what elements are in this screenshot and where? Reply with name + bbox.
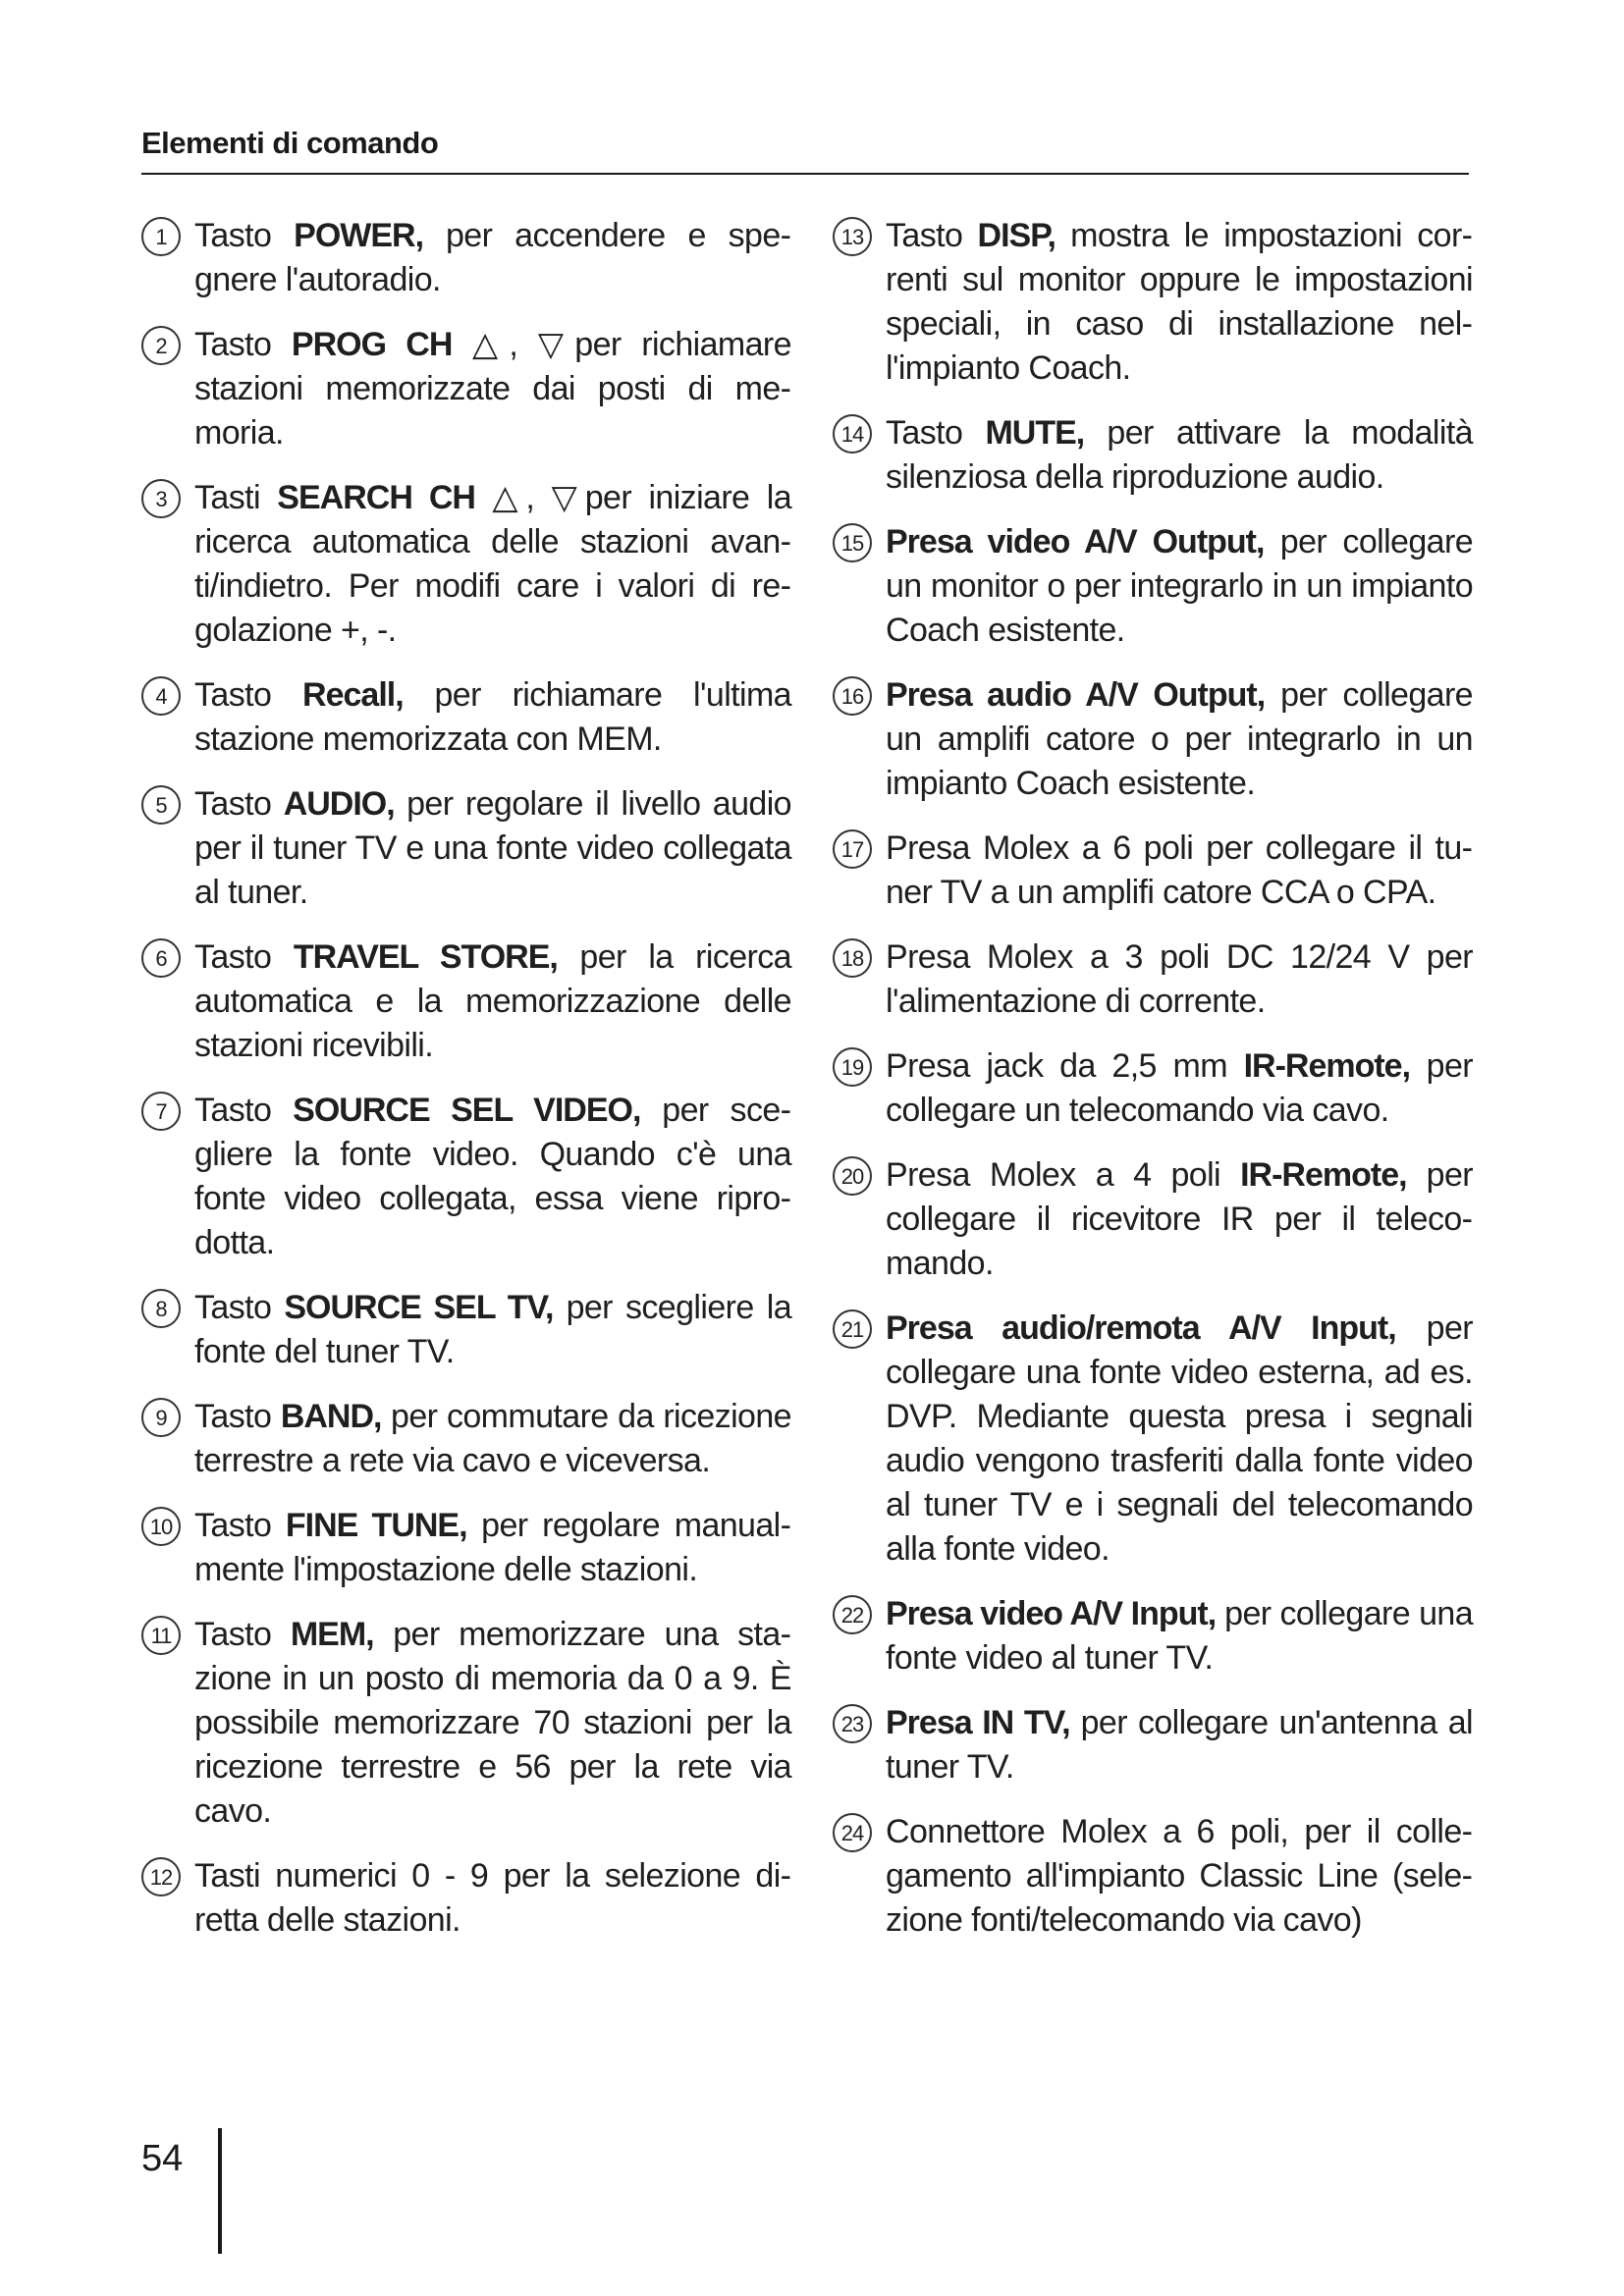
legend-item-22 — [833, 1592, 1473, 1681]
item-number-badge: 3 — [141, 479, 181, 518]
item-bold-term: Presa audio A/V Output, — [886, 676, 1266, 714]
item-bold-term: SOURCE SEL VIDEO, — [293, 1092, 641, 1129]
item-bold-term: TRAVEL STORE, — [293, 938, 558, 976]
item-number-badge: 5 — [141, 785, 181, 825]
item-text: per collegare un'antenna al tuner TV. — [886, 1704, 1473, 1786]
item-text: Tasto — [194, 1092, 294, 1129]
item-description — [886, 1044, 1473, 1133]
item-text: Tasti numerici 0 - 9 per la selezione diretta delle stazioni. — [194, 1857, 791, 1939]
legend-item-2 — [141, 323, 791, 455]
item-description — [194, 1854, 791, 1943]
item-number-badge: 15 — [833, 523, 872, 562]
item-bold-term: Presa video A/V Input, — [886, 1595, 1217, 1632]
item-description — [194, 1504, 791, 1592]
legend-item-9 — [141, 1395, 791, 1483]
item-bold-term: MEM, — [290, 1616, 374, 1653]
item-description — [886, 1153, 1473, 1286]
item-description — [886, 935, 1473, 1024]
item-text: Tasto — [194, 938, 294, 976]
page-number: 54 — [141, 2138, 184, 2179]
item-text: per collegare un monitor o per integrarlo in un impianto Coach esistente. — [886, 523, 1473, 649]
item-text: per collegare il ricevitore IR per il telecomando. — [886, 1156, 1474, 1282]
legend-item-24 — [833, 1810, 1473, 1943]
item-description — [194, 935, 791, 1068]
item-text: △, ▽per richiamare stazioni memorizzate dai posti di memoria. — [194, 326, 791, 452]
item-number-badge: 8 — [141, 1289, 181, 1328]
item-text: Presa Molex a 4 poli — [886, 1156, 1241, 1194]
legend-item-19 — [833, 1044, 1473, 1133]
item-description — [886, 673, 1473, 806]
item-bold-term: SOURCE SEL TV, — [284, 1289, 554, 1326]
item-number-badge: 13 — [833, 217, 872, 256]
right-column — [833, 214, 1473, 1963]
legend-item-21 — [833, 1307, 1473, 1572]
item-text: Tasto — [194, 785, 284, 823]
item-number-badge: 9 — [141, 1398, 181, 1437]
legend-item-20 — [833, 1153, 1473, 1286]
item-description — [194, 1286, 791, 1374]
legend-item-5 — [141, 782, 791, 915]
legend-item-18 — [833, 935, 1473, 1024]
item-description — [194, 214, 791, 302]
item-bold-term: Presa audio/remota A/V Input, — [886, 1309, 1396, 1347]
item-description — [886, 1810, 1473, 1943]
item-text: Tasto — [886, 414, 986, 452]
item-number-badge: 11 — [141, 1616, 181, 1655]
item-description — [194, 673, 791, 762]
item-description — [886, 1701, 1473, 1789]
item-text: Tasto — [194, 1398, 281, 1435]
item-bold-term: MUTE, — [985, 414, 1085, 452]
item-bold-term: DISP, — [977, 217, 1056, 254]
item-text: per collegare un telecomando via cavo. — [886, 1047, 1474, 1129]
legend-item-6 — [141, 935, 791, 1068]
item-description — [194, 323, 791, 455]
item-number-badge: 12 — [141, 1857, 181, 1896]
item-number-badge: 2 — [141, 326, 181, 365]
item-bold-term: BAND, — [280, 1398, 382, 1435]
item-description — [886, 520, 1473, 653]
item-bold-term: Presa video A/V Output, — [886, 523, 1265, 561]
item-text: per attivare la modalità silenziosa della riproduzione audio. — [886, 414, 1473, 496]
item-text: per collegare un amplifi catore o per integrarlo in un impianto Coach esistente. — [886, 676, 1473, 802]
item-text: Tasto — [194, 1289, 285, 1326]
legend-item-11 — [141, 1613, 791, 1834]
item-text: Tasto — [886, 217, 978, 254]
item-description — [194, 1395, 791, 1483]
item-text: per commutare da ricezione terrestre a rete via cavo e viceversa. — [194, 1398, 791, 1479]
item-text: per scegliere la fonte del tuner TV. — [194, 1289, 792, 1370]
legend-item-3 — [141, 476, 791, 653]
item-text: Connettore Molex a 6 poli, per il collegamento all'impianto Classic Line (selezione fonti/telecomando via cavo) — [886, 1813, 1473, 1939]
item-text: per regolare il livello audio per il tuner TV e una fonte video collegata al tuner. — [194, 785, 791, 911]
item-number-badge: 22 — [833, 1595, 872, 1634]
item-text: Tasto — [194, 676, 303, 714]
legend-item-17 — [833, 827, 1473, 915]
item-number-badge: 20 — [833, 1156, 872, 1196]
item-description — [886, 214, 1473, 391]
item-description — [194, 476, 791, 653]
item-number-badge: 21 — [833, 1309, 872, 1349]
legend-item-1 — [141, 214, 791, 302]
item-bold-term: IR-Remote, — [1240, 1156, 1407, 1194]
legend-item-13 — [833, 214, 1473, 391]
item-text: Presa Molex a 6 poli per collegare il tuner TV a un amplifi catore CCA o CPA. — [886, 829, 1473, 911]
item-text: per memorizzare una stazione in un posto di memoria da 0 a 9. È possibile memorizzare 70 stazioni per la ricezione terrestre e 56 per la rete via cavo. — [194, 1616, 791, 1830]
item-number-badge: 1 — [141, 217, 181, 256]
item-text: Tasto — [194, 217, 295, 254]
item-number-badge: 16 — [833, 676, 872, 716]
item-description — [886, 1592, 1473, 1681]
item-number-badge: 24 — [833, 1813, 872, 1852]
legend-item-8 — [141, 1286, 791, 1374]
page-number-rule — [218, 2128, 222, 2254]
item-text: mostra le impostazioni correnti sul monitor oppure le impostazioni speciali, in caso di installazione nell'impianto Coach. — [886, 217, 1473, 387]
page-header-title: Elementi di comando — [141, 126, 1469, 175]
item-text: per accendere e spegnere l'autoradio. — [194, 217, 791, 298]
item-text: per la ricerca automatica e la memorizzazione delle stazioni ricevibili. — [194, 938, 791, 1064]
item-number-badge: 10 — [141, 1507, 181, 1546]
item-bold-term: SEARCH CH — [277, 479, 475, 516]
item-text: Tasti — [194, 479, 278, 516]
item-text: per richiamare l'ultima stazione memorizzata con MEM. — [194, 676, 791, 758]
legend-item-12 — [141, 1854, 791, 1943]
item-number-badge: 6 — [141, 938, 181, 978]
item-description — [194, 1613, 791, 1834]
item-bold-term: Recall, — [302, 676, 404, 714]
item-text: per regolare manualmente l'impostazione delle stazioni. — [194, 1507, 791, 1588]
item-text: Presa Molex a 3 poli DC 12/24 V per l'alimentazione di corrente. — [886, 938, 1473, 1020]
item-bold-term: AUDIO, — [283, 785, 395, 823]
item-number-badge: 7 — [141, 1092, 181, 1131]
item-number-badge: 23 — [833, 1704, 872, 1743]
legend-item-4 — [141, 673, 791, 762]
legend-item-15 — [833, 520, 1473, 653]
item-text: per scegliere la fonte video. Quando c'è una fonte video collegata, essa viene riprodotta. — [194, 1092, 791, 1261]
item-number-badge: 18 — [833, 938, 872, 978]
item-number-badge: 19 — [833, 1047, 872, 1087]
legend-item-10 — [141, 1504, 791, 1592]
item-description — [886, 1307, 1473, 1572]
item-text: △, ▽per iniziare la ricerca automatica delle stazioni avanti/indietro. Per modifi care i valori di regolazione +, -. — [194, 479, 792, 649]
legend-item-16 — [833, 673, 1473, 806]
item-number-badge: 17 — [833, 829, 872, 869]
item-bold-term: Presa IN TV, — [886, 1704, 1070, 1741]
item-bold-term: IR-Remote, — [1243, 1047, 1411, 1085]
item-bold-term: PROG CH — [291, 326, 453, 363]
item-bold-term: POWER, — [294, 217, 424, 254]
item-description — [886, 827, 1473, 915]
item-text: Tasto — [194, 1507, 286, 1544]
item-description — [886, 411, 1473, 500]
item-number-badge: 4 — [141, 676, 181, 716]
left-column — [141, 214, 791, 1963]
item-text: per collegare una fonte video esterna, ad es. DVP. Mediante questa presa i segnali audio vengono trasferiti dalla fonte video al tuner TV e i segnali del telecomando alla fonte video. — [886, 1309, 1473, 1568]
item-description — [194, 1089, 791, 1265]
item-description — [194, 782, 791, 915]
item-text: Tasto — [194, 1616, 291, 1653]
legend-item-7 — [141, 1089, 791, 1265]
item-text: Presa jack da 2,5 mm — [886, 1047, 1244, 1085]
item-text: per collegare una fonte video al tuner TV. — [886, 1595, 1473, 1677]
legend-item-23 — [833, 1701, 1473, 1789]
item-text: Tasto — [194, 326, 292, 363]
legend-item-14 — [833, 411, 1473, 500]
item-number-badge: 14 — [833, 414, 872, 454]
item-bold-term: FINE TUNE, — [285, 1507, 467, 1544]
